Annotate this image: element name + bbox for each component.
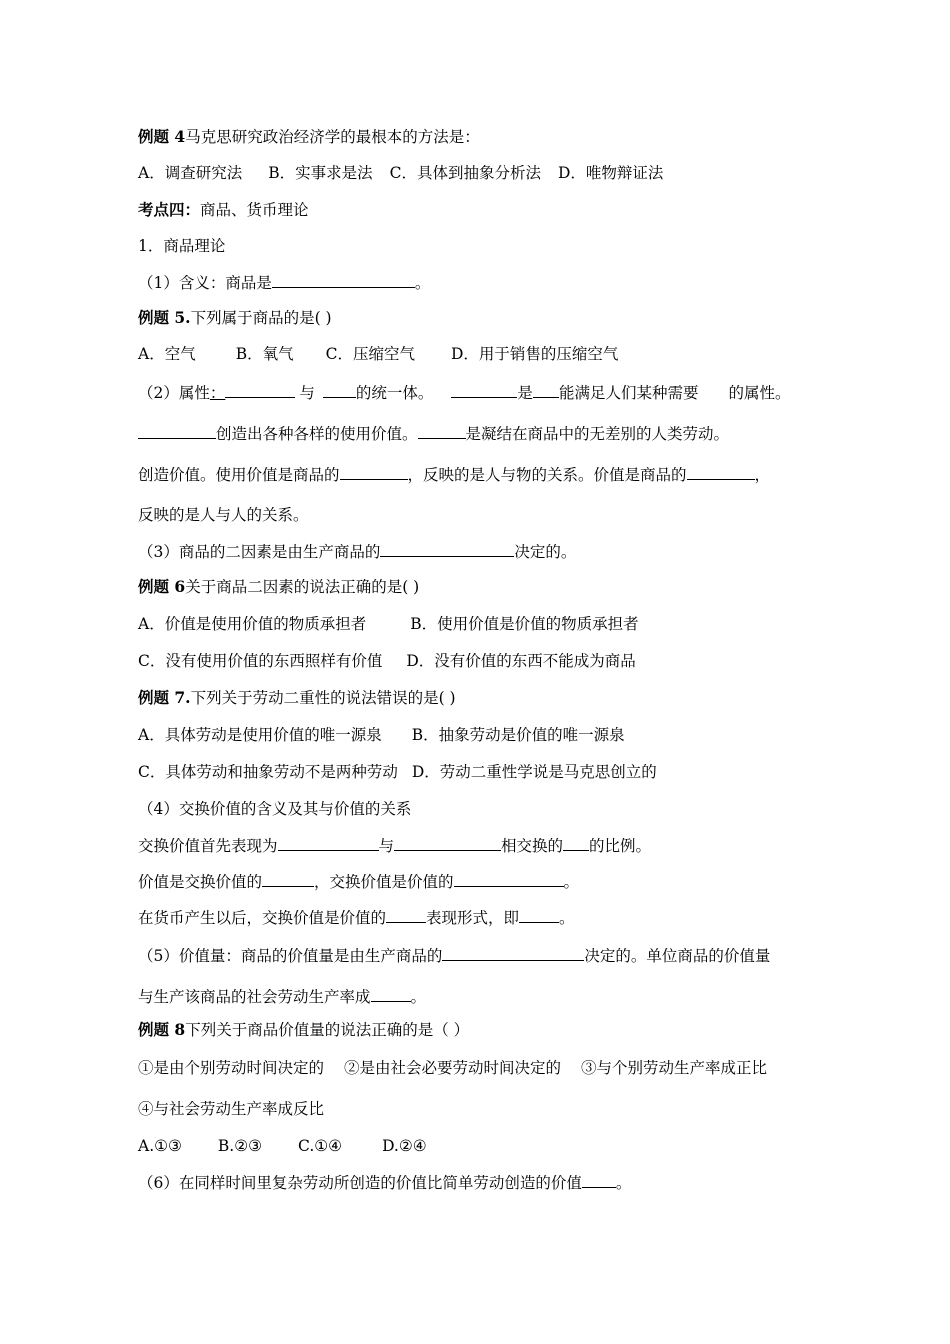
text-segment: 。 [559, 909, 575, 927]
text-segment: 的统一体。 [355, 384, 434, 402]
option-c: C．具体到抽象分析法 [389, 164, 541, 182]
question-text: 关于商品二因素的说法正确的是( ) [185, 578, 420, 596]
blank [272, 272, 415, 288]
text-segment: 。 [615, 1174, 632, 1192]
exchange-value-heading [138, 799, 411, 819]
example-label: 例题 4 [138, 127, 186, 146]
option-b: B．氧气 [235, 345, 294, 363]
option-c: C.①④ [298, 1137, 343, 1155]
text-segment: 的比例。 [589, 837, 652, 855]
text-segment: ，交换价值是价值的 [314, 873, 454, 891]
two-factors-line [138, 541, 576, 562]
blank [323, 382, 356, 398]
option-c: C．没有使用价值的东西照样有价值 [138, 652, 383, 670]
text-segment: 交换价值首先表现为 [138, 837, 278, 855]
question-text: 马克思研究政治经济学的最根本的方法是： [185, 128, 480, 146]
blank [454, 871, 564, 887]
text-segment: 是凝结在商品中的无差别的人类劳动。 [465, 425, 730, 443]
question-text: 下列属于商品的是( ) [190, 309, 332, 327]
option-d: D．劳动二重性学说是马克思创立的 [411, 763, 657, 781]
blank [386, 907, 426, 923]
text-segment: （4）交换价值的含义及其与价值的关系 [138, 800, 412, 818]
text-segment: 表现形式，即 [426, 909, 520, 927]
text-segment: （1）含义：商品是 [138, 274, 272, 292]
blank [451, 382, 517, 398]
section-heading [138, 200, 309, 220]
example-6-options-ab [138, 614, 639, 634]
example-8-options [138, 1136, 427, 1156]
example-label: 例题 7. [138, 688, 191, 707]
example-5-options [138, 344, 618, 364]
option-a: A.①③ [138, 1137, 182, 1155]
option-a: A．空气 [138, 345, 196, 363]
blank [418, 423, 466, 439]
statement-3: ③与个别劳动生产率成正比 [581, 1059, 768, 1077]
blank [340, 464, 408, 480]
blank [262, 871, 314, 887]
option-c: C．具体劳动和抽象劳动不是两种劳动 [138, 763, 398, 781]
section-label: 考点四： [138, 200, 201, 219]
text-segment: （3）商品的二因素是由生产商品的 [138, 543, 381, 561]
text-segment: 与 [378, 837, 395, 855]
option-d: D.②④ [382, 1137, 427, 1155]
definition-line [138, 272, 430, 293]
option-b: B.②③ [217, 1137, 263, 1155]
example-6-question [138, 577, 419, 597]
exchange-value-line-3 [138, 907, 575, 928]
option-d: D．用于销售的压缩空气 [450, 345, 619, 363]
blank [519, 907, 559, 923]
text-segment: 相交换的 [501, 837, 564, 855]
option-d: D．没有价值的东西不能成为商品 [406, 652, 636, 670]
complex-labor-line [138, 1172, 631, 1193]
example-7-options-cd [138, 762, 657, 782]
blank [278, 835, 379, 851]
example-8-statement-4 [138, 1099, 324, 1119]
text-segment: 与 [299, 384, 315, 402]
example-8-statements [138, 1058, 767, 1078]
value-quantity-line [138, 945, 770, 966]
text-segment: （5）价值量：商品的价值量是由生产商品的 [138, 947, 443, 965]
relation-line [138, 505, 309, 525]
question-text: 下列关于商品价值量的说法正确的是（ ） [185, 1021, 470, 1039]
blank [371, 986, 411, 1002]
text-segment: 创造价值。使用价值是商品的 [138, 466, 340, 484]
question-text: 下列关于劳动二重性的说法错误的是( ) [190, 689, 456, 707]
subsection-title [138, 236, 225, 256]
text-segment: ： [209, 384, 226, 402]
text-segment: 在货币产生以后，交换价值是价值的 [138, 909, 387, 927]
statement-1: ①是由个别劳动时间决定的 [138, 1059, 325, 1077]
option-d: D．唯物辩证法 [557, 164, 664, 182]
exchange-value-line-2 [138, 871, 579, 892]
text-segment: 能满足人们某种需要 [558, 384, 699, 402]
option-a: A．调查研究法 [138, 164, 243, 182]
text-segment: 的属性。 [728, 384, 791, 402]
blank [687, 464, 755, 480]
example-label: 例题 8 [138, 1020, 186, 1039]
text-segment: 反映的是人与人的关系。 [138, 506, 309, 524]
text-segment: 与生产该商品的社会劳动生产率成 [138, 988, 371, 1006]
option-a: A．价值是使用价值的物质承担者 [138, 615, 367, 633]
blank [138, 423, 216, 439]
option-c: C．压缩空气 [325, 345, 415, 363]
text-segment: 。 [563, 873, 580, 891]
option-a: A．具体劳动是使用价值的唯一源泉 [138, 726, 382, 744]
blank [533, 382, 559, 398]
text-segment: 决定的。单位商品的价值量 [584, 947, 771, 965]
option-b: B．使用价值是价值的物质承担者 [410, 615, 639, 633]
text-segment: 。 [410, 988, 427, 1006]
example-label: 例题 5. [138, 308, 191, 327]
text-segment: 决定的。 [514, 543, 577, 561]
subsection-text: 1．商品理论 [138, 237, 226, 255]
blank [563, 835, 589, 851]
example-7-options-ab [138, 725, 625, 745]
example-4-options [138, 163, 663, 183]
statement-2: ②是由社会必要劳动时间决定的 [344, 1059, 562, 1077]
example-7-question [138, 688, 456, 708]
example-6-options-cd [138, 651, 636, 671]
attributes-line [138, 382, 790, 403]
section-title: 商品、货币理论 [200, 201, 309, 219]
example-label: 例题 6 [138, 577, 186, 596]
blank [225, 382, 295, 398]
blank [394, 835, 501, 851]
example-8-question [138, 1020, 469, 1040]
text-segment: 。 [414, 274, 431, 292]
blank [582, 1172, 616, 1188]
value-line [138, 464, 770, 485]
text-segment: （2）属性 [138, 384, 210, 402]
exchange-value-line-1 [138, 835, 651, 856]
option-b: B．实事求是法 [268, 164, 373, 182]
example-5-question [138, 308, 332, 328]
productivity-line [138, 986, 426, 1007]
blank [442, 945, 584, 961]
use-value-line [138, 423, 729, 444]
text-segment: 价值是交换价值的 [138, 873, 263, 891]
blank [380, 541, 514, 557]
text-segment: （6）在同样时间里复杂劳动所创造的价值比简单劳动创造的价值 [138, 1174, 582, 1192]
statement-4: ④与社会劳动生产率成反比 [138, 1100, 325, 1118]
text-segment: ， [754, 466, 771, 484]
text-segment: ，反映的是人与物的关系。价值是商品的 [407, 466, 687, 484]
option-b: B．抽象劳动是价值的唯一源泉 [411, 726, 625, 744]
text-segment: 创造出各种各样的使用价值。 [216, 425, 418, 443]
text-segment: 是 [517, 384, 533, 402]
example-4-question [138, 127, 480, 147]
